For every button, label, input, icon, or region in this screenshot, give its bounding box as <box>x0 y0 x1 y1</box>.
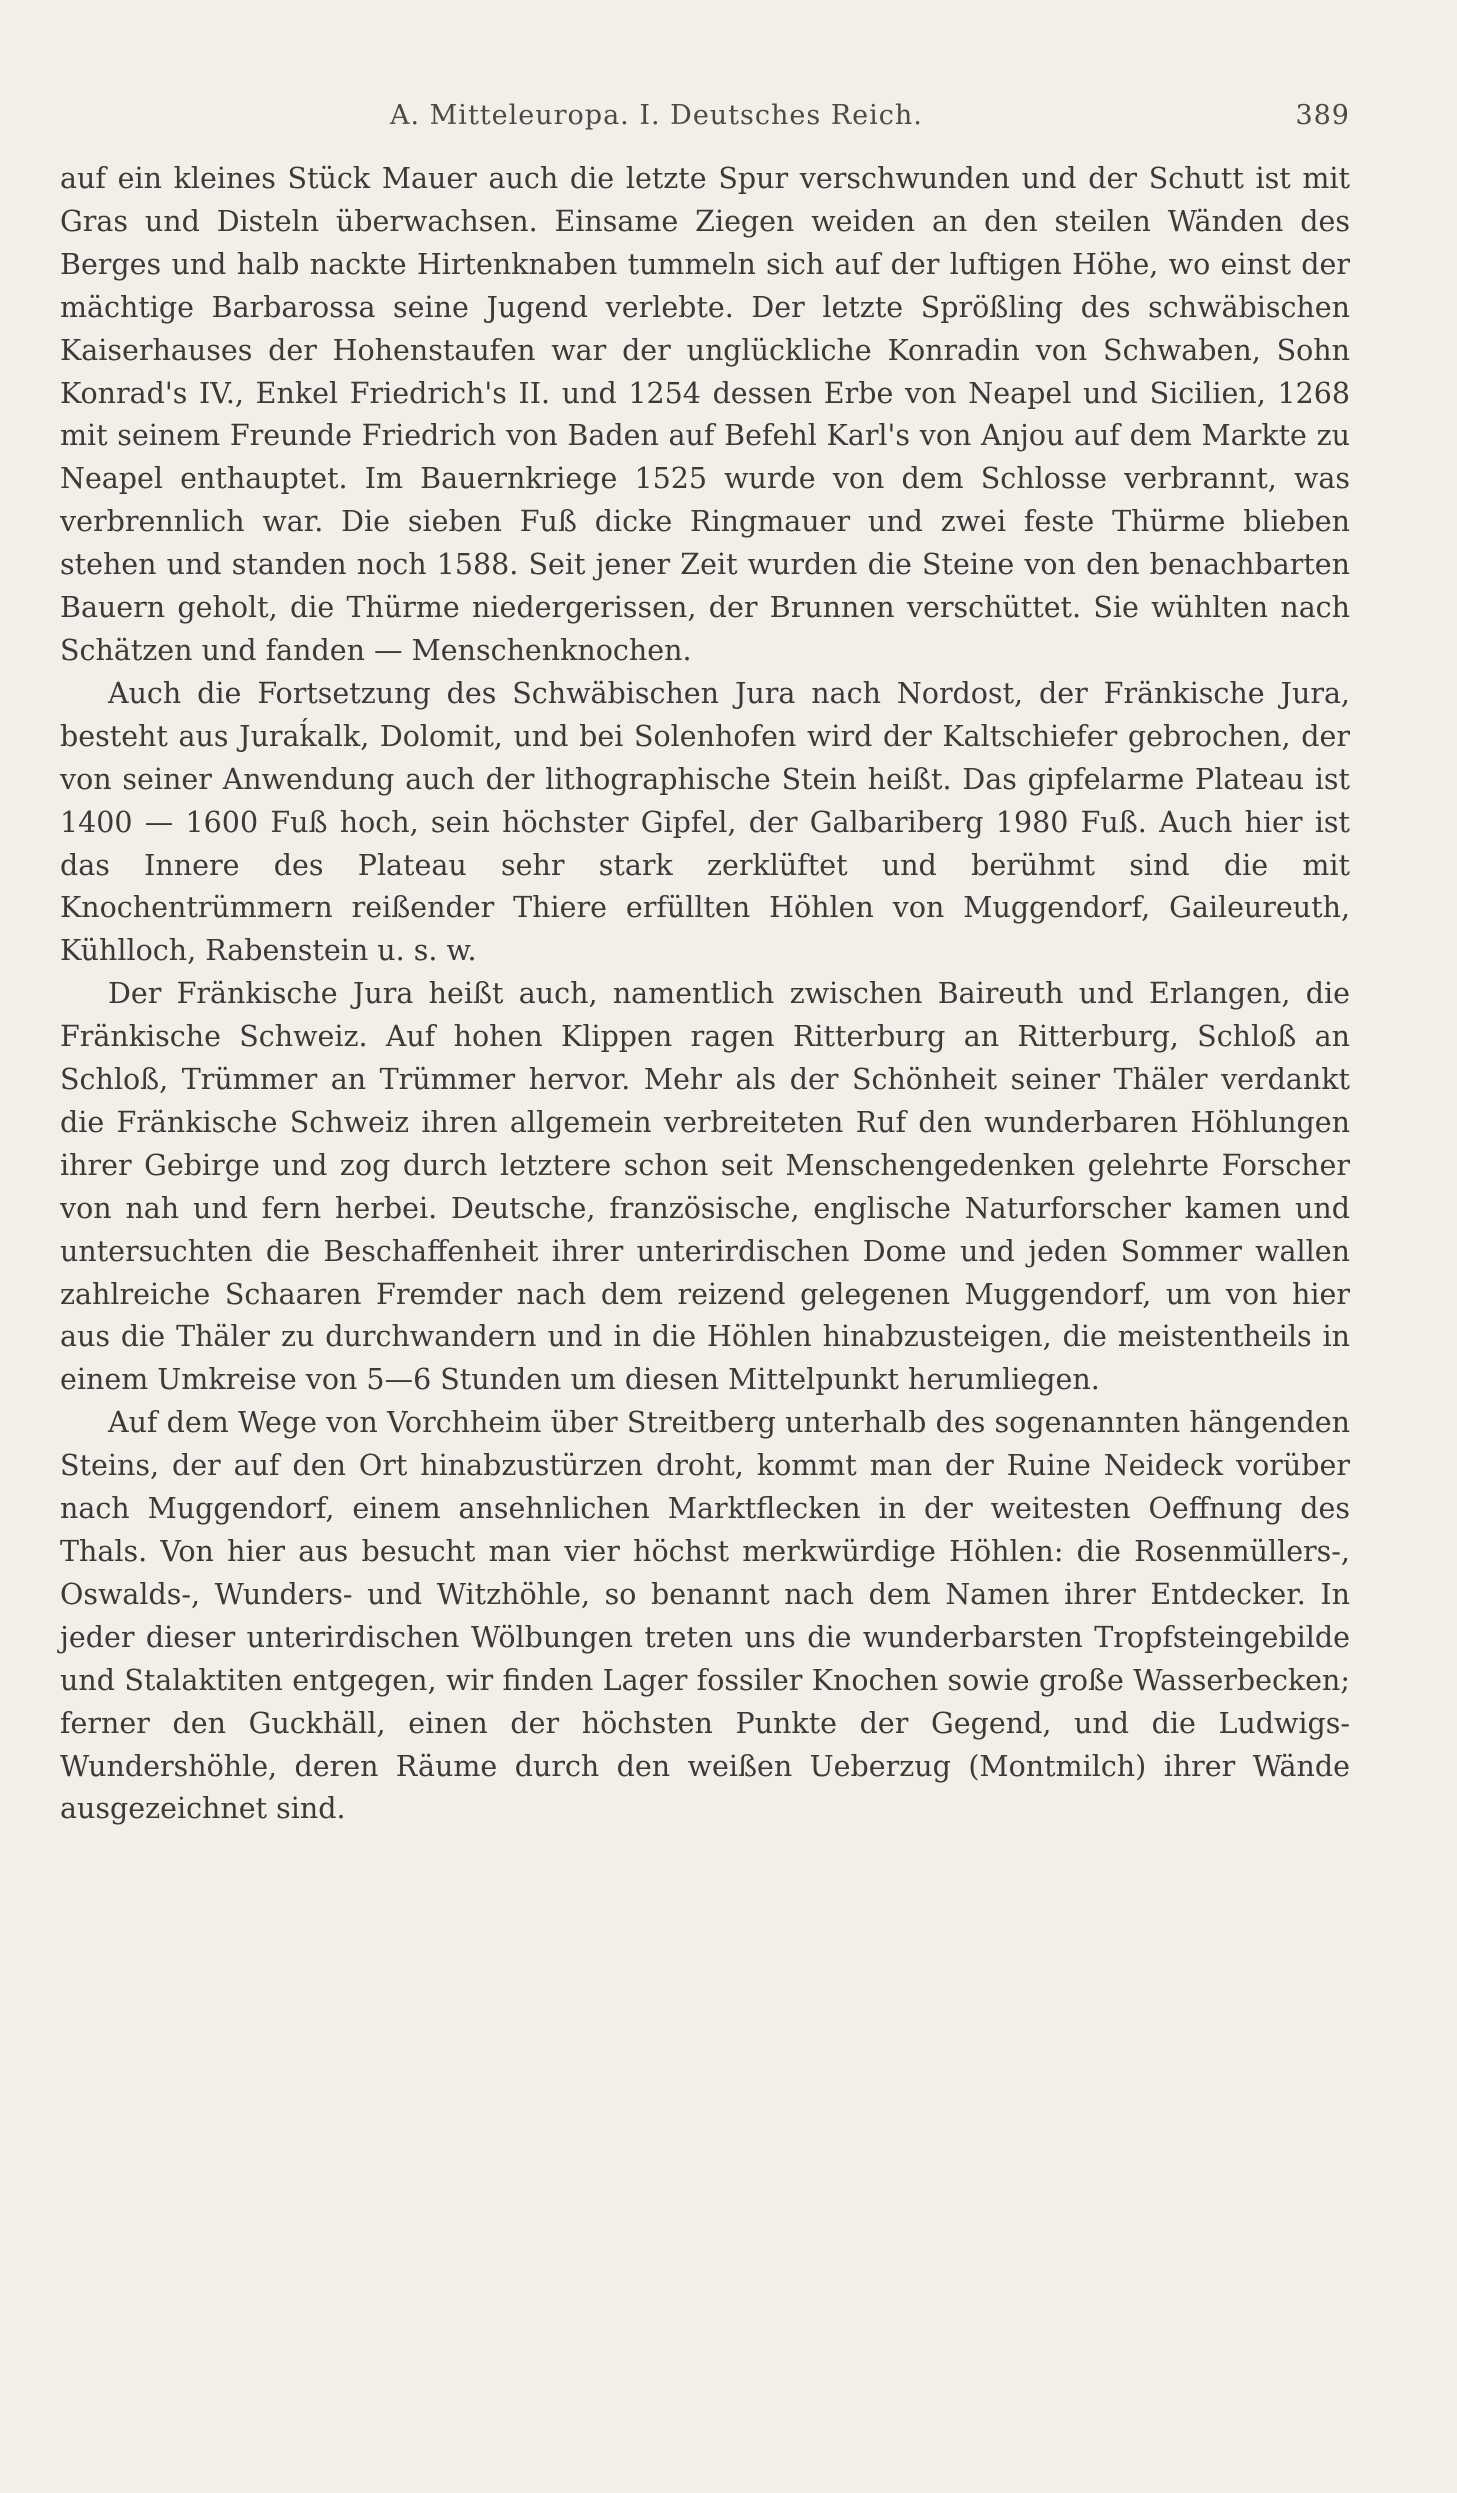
book-page <box>60 100 1350 2430</box>
paragraph-1: auf ein kleines Stück Mauer auch die letzte Spur verschwunden und der Schutt ist mit Gras und Disteln überwachsen. Einsame Ziegen weiden an den steilen Wänden des Berges und halb nackte Hirtenknaben tummeln sich auf der luftigen Höhe, wo einst der mächtige Barbarossa seine Jugend verlebte. Der letzte Sprößling des schwäbischen Kaiserhauses der Hohenstaufen war der unglückliche Konradin von Schwaben, Sohn Konrad's IV., Enkel Friedrich's II. und 1254 dessen Erbe von Neapel und Sicilien, 1268 mit seinem Freunde Friedrich von Baden auf Befehl Karl's von Anjou auf dem Markte zu Neapel enthauptet. Im Bauernkriege 1525 wurde von dem Schlosse verbrannt, was verbrennlich war. Die sieben Fuß dicke Ringmauer und zwei feste Thürme blieben stehen und standen noch 1588. Seit jener Zeit wurden die Steine von den benachbarten Bauern geholt, die Thürme niedergerissen, der Brunnen verschüttet. Sie wühlten nach Schätzen und fanden — Menschenknochen. <box>60 162 1350 667</box>
paragraph-4: Auf dem Wege von Vorchheim über Streitberg unterhalb des sogenannten hängenden Steins, der auf den Ort hinabzustürzen droht, kommt man der Ruine Neideck vorüber nach Muggendorf, einem ansehnlichen Marktflecken in der weitesten Oeffnung des Thals. Von hier aus besucht man vier höchst merkwürdige Höhlen: die Rosenmüllers-, Oswalds-, Wunders- und Witzhöhle, so benannt nach dem Namen ihrer Entdecker. In jeder dieser unterirdischen Wölbungen treten uns die wunderbarsten Tropfsteingebilde und Stalaktiten entgegen, wir finden Lager fossiler Knochen sowie große Wasserbecken; ferner den Guckhäll, einen der höchsten Punkte der Gegend, und die Ludwigs-Wundershöhle, deren Räume durch den weißen Ueberzug (Montmilch) ihrer Wände ausgezeichnet sind. <box>60 1406 1350 1826</box>
running-head <box>60 100 1350 136</box>
paragraph-2: Auch die Fortsetzung des Schwäbischen Jura nach Nordost, der Fränkische Jura, besteht aus Juraḱalk, Dolomit, und bei Solenhofen wird der Kaltschiefer gebrochen, der von seiner Anwendung auch der lithographische Stein heißt. Das gipfelarme Plateau ist 1400 — 1600 Fuß hoch, sein höchster Gipfel, der Galbariberg 1980 Fuß. Auch hier ist das Innere des Plateau sehr stark zerklüftet und berühmt sind die mit Knochentrümmern reißender Thiere erfüllten Höhlen von Muggendorf, Gaileureuth, Kühlloch, Rabenstein u. s. w. <box>60 676 1350 968</box>
body-text <box>60 158 1350 1831</box>
running-head-title: A. Mitteleuropa. I. Deutsches Reich. <box>390 100 923 131</box>
paragraph-3: Der Fränkische Jura heißt auch, namentlich zwischen Baireuth und Erlangen, die Fränkische Schweiz. Auf hohen Klippen ragen Ritterburg an Ritterburg, Schloß an Schloß, Trümmer an Trümmer hervor. Mehr als der Schönheit seiner Thäler verdankt die Fränkische Schweiz ihren allgemein verbreiteten Ruf den wunderbaren Höhlungen ihrer Gebirge und zog durch letztere schon seit Menschengedenken gelehrte Forscher von nah und fern herbei. Deutsche, französische, englische Naturforscher kamen und untersuchten die Beschaffenheit ihrer unterirdischen Dome und jeden Sommer wallen zahlreiche Schaaren Fremder nach dem reizend gelegenen Muggendorf, um von hier aus die Thäler zu durchwandern und in die Höhlen hinabzusteigen, die meistentheils in einem Umkreise von 5—6 Stunden um diesen Mittelpunkt herumliegen. <box>60 977 1350 1397</box>
page-number: 389 <box>1295 100 1350 131</box>
